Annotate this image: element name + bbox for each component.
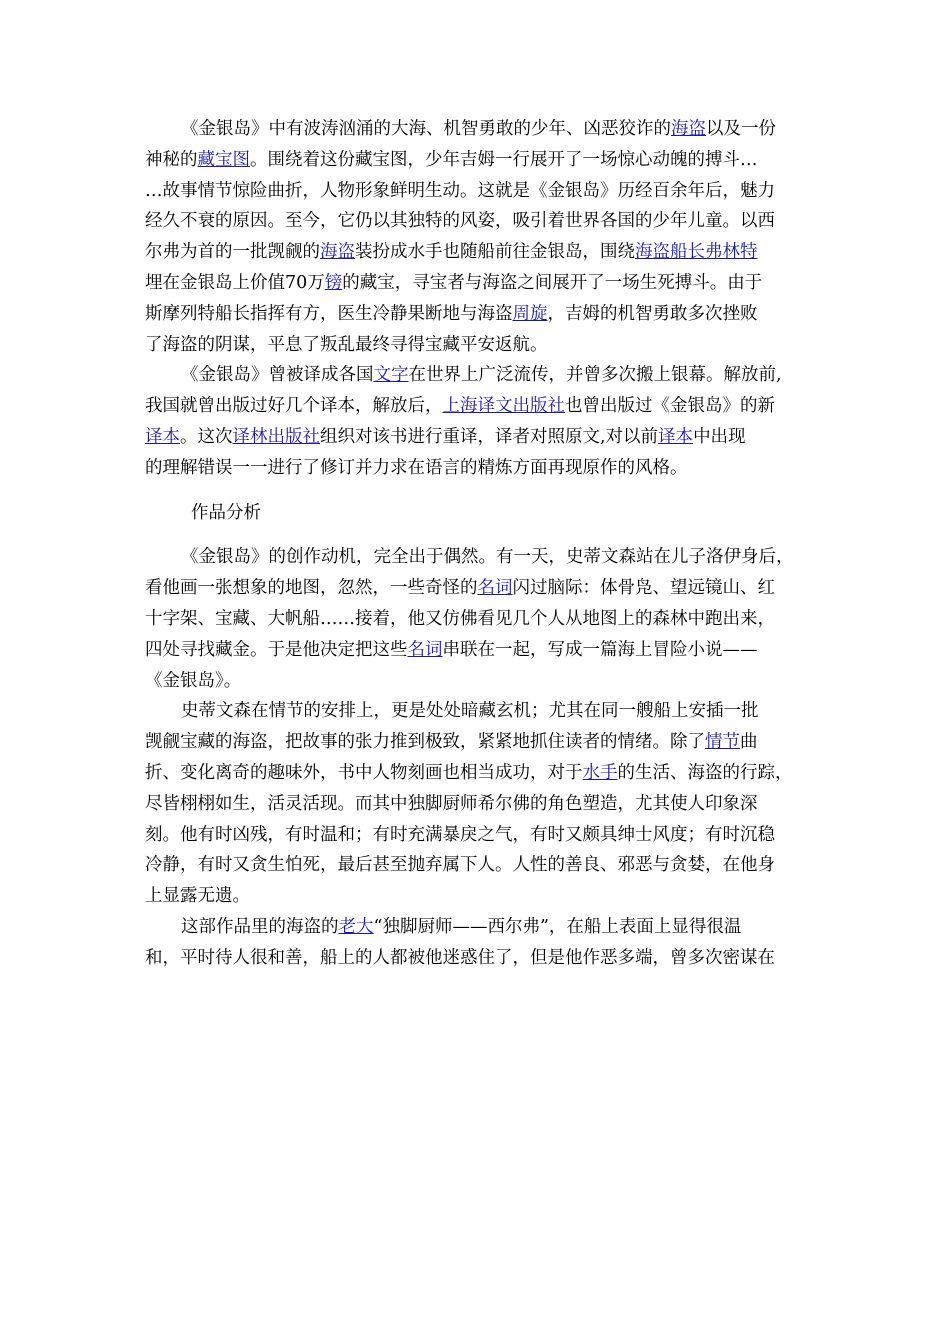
text-run: 。围绕着这份藏宝图，少年吉姆一行展开了一场惊心动魄的搏斗… (250, 149, 758, 170)
text-line (145, 542, 815, 573)
text-run: 埋在金银岛上价值70万 (145, 272, 325, 293)
text-line (145, 114, 815, 145)
term-link[interactable]: 情节 (705, 732, 740, 753)
text-line (145, 696, 815, 727)
term-link[interactable]: 水手 (582, 762, 618, 783)
analysis-section (145, 542, 815, 973)
text-line (145, 391, 815, 422)
term-link[interactable]: 译本 (658, 426, 694, 447)
text-run: 这部作品里的海盗的 (181, 916, 339, 937)
term-link[interactable]: 译林出版社 (232, 426, 320, 447)
paragraph (145, 360, 815, 483)
text-run: 斯摩列特船长指挥有方，医生冷静果断地与海盗 (145, 303, 513, 324)
text-line (145, 912, 815, 943)
text-run: 折、变化离奇的趣味外，书中人物刻画也相当成功，对于 (145, 762, 583, 783)
term-link[interactable]: 藏宝图 (197, 149, 250, 170)
text-run: 以及一份 (706, 119, 776, 139)
text-run: 《金银岛》中有波涛汹涌的大海、机智勇敢的少年、凶恶狡诈的 (181, 119, 671, 139)
text-line (145, 850, 815, 881)
term-link[interactable]: 名词 (407, 639, 443, 660)
term-link[interactable]: 名词 (477, 578, 513, 599)
paragraph (145, 542, 815, 696)
text-run: 上显露无遗。 (145, 886, 250, 907)
text-line (145, 176, 815, 207)
text-run: 尔弗为首的一批觊觎的 (145, 242, 320, 263)
document-page (145, 114, 815, 974)
paragraph (145, 114, 815, 360)
text-run: 尽皆栩栩如生，活灵活现。而其中独脚厨师希尔佛的角色塑造，尤其使人印象深 (145, 793, 758, 814)
text-line (145, 237, 815, 268)
text-run: 史蒂文森在情节的安排上，更是处处暗藏玄机；尤其在同一艘船上安插一批 (181, 701, 759, 722)
term-link[interactable]: 镑 (324, 272, 343, 293)
text-run: 也曾出版过《金银岛》的新 (565, 396, 775, 417)
text-line (145, 666, 815, 697)
text-run: 闪过脑际：体骨凫、望远镜山、红 (512, 578, 775, 599)
text-run: “独脚厨师——西尔弗”，在船上表面上显得很温 (373, 916, 742, 937)
text-run: ，吉姆的机智勇敢多次挫败 (547, 303, 758, 324)
text-run: 《金银岛》曾被译成各国 (181, 365, 374, 386)
text-run: 神秘的 (145, 149, 198, 170)
text-line (145, 943, 815, 974)
term-link[interactable]: 老大 (338, 916, 374, 937)
text-line (145, 635, 815, 666)
text-run: …故事情节惊险曲折，人物形象鲜明生动。这就是《金银岛》历经百余年后，魅力 (145, 180, 775, 201)
paragraph (145, 912, 815, 974)
term-link[interactable]: 译本 (145, 426, 180, 447)
text-run: 我国就曾出版过好几个译本，解放后， (145, 396, 443, 417)
text-line (145, 573, 815, 604)
text-line (145, 758, 815, 789)
text-line (145, 360, 815, 391)
text-run: 的理解错误一一进行了修订并力求在语言的精炼方面再现原作的风格。 (145, 457, 688, 478)
text-run: 刻。他有时凶残，有时温和；有时充满暴戾之气，有时又颇具绅士风度；有时沉稳 (145, 824, 775, 845)
text-run: 装扮成水手也随船前往金银岛，围绕 (355, 242, 635, 263)
text-line (145, 330, 815, 361)
text-run: 曲 (740, 732, 758, 753)
text-run: 中出现 (693, 426, 746, 447)
text-line (145, 881, 815, 912)
text-line (145, 299, 815, 330)
text-line (145, 820, 815, 851)
text-line (145, 727, 815, 758)
text-line (145, 453, 815, 484)
text-line (145, 422, 815, 453)
text-run: 的藏宝，寻宝者与海盗之间展开了一场生死搏斗。由于 (342, 272, 763, 293)
term-link[interactable]: 海盗 (320, 242, 355, 263)
text-run: 冷静，有时又贪生怕死，最后甚至抛弃属下人。人性的善良、邪恶与贪婪，在他身 (145, 855, 775, 876)
text-run: 的生活、海盗的行踪， (617, 762, 793, 783)
intro-section (145, 114, 815, 484)
text-line (145, 206, 815, 237)
text-run: 四处寻找藏金。于是他决定把这些 (145, 639, 408, 660)
term-link[interactable]: 文字 (373, 365, 409, 386)
text-run: 《金银岛》。 (145, 670, 242, 691)
text-run: 在世界上广泛流传，并曾多次搬上银幕。解放前, (408, 365, 782, 386)
text-run: 觊觎宝藏的海盗，把故事的张力推到极致，紧紧地抓住读者的情绪。除了 (145, 732, 705, 753)
text-line (145, 268, 815, 299)
text-run: 《金银岛》的创作动机，完全出于偶然。有一天，史蒂文森站在儿子洛伊身后， (181, 547, 794, 568)
text-run: 十字架、宝藏、大帆船……接着，他又仿佛看见几个人从地图上的森林中跑出来， (145, 608, 775, 629)
section-title: 作品分析 (191, 502, 261, 523)
term-link[interactable]: 海盗船长弗林特 (635, 242, 758, 263)
text-run: 。这次 (180, 426, 233, 447)
paragraph (145, 696, 815, 912)
text-run: 和，平时待人很和善，船上的人都被他迷惑住了，但是他作恶多端，曾多次密谋在 (145, 947, 775, 968)
term-link[interactable]: 周旋 (512, 303, 548, 324)
term-link[interactable]: 上海译文出版社 (442, 396, 565, 417)
text-line (145, 789, 815, 820)
text-run: 经久不衰的原因。至今，它仍以其独特的风姿，吸引着世界各国的少年儿童。以西 (145, 211, 775, 232)
text-run: 组织对该书进行重译，译者对照原文,对以前 (320, 426, 659, 447)
text-run: 了海盗的阴谋，平息了叛乱最终寻得宝藏平安返航。 (145, 334, 548, 355)
text-run: 看他画一张想象的地图，忽然，一些奇怪的 (145, 578, 478, 599)
text-line (145, 604, 815, 635)
text-line (145, 145, 815, 176)
text-run: 串联在一起，写成一篇海上冒险小说—— (442, 639, 758, 660)
term-link[interactable]: 海盗 (671, 119, 706, 139)
